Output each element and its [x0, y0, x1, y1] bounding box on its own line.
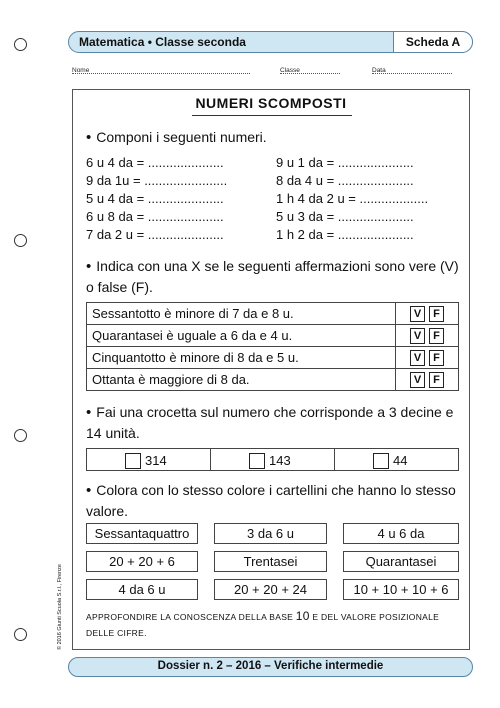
choice-row [86, 448, 459, 471]
binder-hole [14, 429, 27, 442]
question-4: • Colora con lo stesso colore i cartellini che hanno lo stesso valore. [86, 482, 456, 519]
statement: Cinquantotto è minore di 8 da e 5 u. [87, 347, 396, 369]
exercise-item[interactable]: 9 u 1 da = ..................... [276, 155, 414, 170]
footer-bar [68, 657, 473, 677]
question-3: • Fai una crocetta sul numero che corrisponde a 3 decine e 14 unità. [86, 404, 454, 441]
title-underline [192, 115, 352, 116]
choice-checkbox[interactable] [373, 453, 389, 469]
question-1: • Componi i seguenti numeri. [86, 129, 267, 146]
exercise-item[interactable]: 6 u 8 da = ..................... [86, 209, 224, 224]
question-2-prompt: Indica con una X se le seguenti affermazioni sono vere (V) o false (F). [86, 258, 459, 295]
binder-hole [14, 38, 27, 51]
true-checkbox[interactable]: V [410, 372, 425, 388]
exercise-item[interactable]: 5 u 4 da = ..................... [86, 191, 224, 206]
choice-value: 44 [393, 453, 408, 468]
exercise-item[interactable]: 9 da 1u = ....................... [86, 173, 228, 188]
false-checkbox[interactable]: F [429, 350, 444, 366]
date-label: Data [372, 67, 386, 74]
true-checkbox[interactable]: V [410, 350, 425, 366]
value-card[interactable]: Sessantaquattro [86, 523, 198, 544]
note-text: E DEL VALORE POSIZIONALE DELLE CIFRE. [86, 612, 440, 638]
choice-value: 143 [269, 453, 291, 468]
question-2: • Indica con una X se le seguenti affermazioni sono vere (V) o false (F). [86, 258, 459, 295]
value-card[interactable]: 10 + 10 + 10 + 6 [343, 579, 459, 600]
teacher-note [86, 608, 460, 641]
statement: Ottanta è maggiore di 8 da. [87, 369, 396, 391]
statement: Sessantotto è minore di 7 da e 8 u. [87, 303, 396, 325]
footer-label: Dossier n. 2 – 2016 – Verifiche intermedie [157, 660, 384, 672]
class-field[interactable] [280, 67, 340, 74]
note-number: 10 [295, 609, 310, 623]
header-bar [68, 31, 473, 53]
false-checkbox[interactable]: F [429, 306, 444, 322]
exercise-item[interactable]: 5 u 3 da = ..................... [276, 209, 414, 224]
choice-checkbox[interactable] [125, 453, 141, 469]
note-text: APPROFONDIRE LA CONOSCENZA DELLA BASE [86, 612, 296, 622]
table-row [87, 325, 459, 347]
sheet-label: Scheda A [393, 31, 473, 53]
value-card[interactable]: Quarantasei [343, 551, 459, 572]
binder-hole [14, 628, 27, 641]
copyright-text: © 2016 Giunti Scuola S.r.l., Firenze [57, 564, 63, 650]
class-label: Classe [280, 67, 300, 74]
choice-value: 314 [145, 453, 167, 468]
exercise-item[interactable]: 1 h 2 da = ..................... [276, 227, 414, 242]
false-checkbox[interactable]: F [429, 328, 444, 344]
question-4-prompt: Colora con lo stesso colore i cartellini che hanno lo stesso valore. [86, 482, 456, 519]
statement: Quarantasei è uguale a 6 da e 4 u. [87, 325, 396, 347]
exercise-item[interactable]: 1 h 4 da 2 u = ................... [276, 191, 429, 206]
exercise-item[interactable]: 8 da 4 u = ..................... [276, 173, 414, 188]
value-card[interactable]: 20 + 20 + 24 [214, 579, 327, 600]
table-row [87, 369, 459, 391]
table-row [87, 303, 459, 325]
table-row [87, 347, 459, 369]
true-checkbox[interactable]: V [410, 306, 425, 322]
choice-option[interactable] [211, 449, 335, 470]
value-card[interactable]: 4 u 6 da [343, 523, 459, 544]
question-1-prompt: Componi i seguenti numeri. [96, 129, 267, 145]
exercise-item[interactable]: 7 da 2 u = ..................... [86, 227, 224, 242]
exercise-item[interactable]: 6 u 4 da = ..................... [86, 155, 224, 170]
value-card[interactable]: 20 + 20 + 6 [86, 551, 198, 572]
choice-checkbox[interactable] [249, 453, 265, 469]
name-label: Nome [72, 67, 90, 74]
worksheet-title: NUMERI SCOMPOSTI [195, 95, 347, 111]
binder-hole [14, 234, 27, 247]
value-card[interactable]: 4 da 6 u [86, 579, 198, 600]
question-3-prompt: Fai una crocetta sul numero che corrisponde a 3 decine e 14 unità. [86, 404, 454, 441]
value-card[interactable]: 3 da 6 u [214, 523, 327, 544]
name-field[interactable] [72, 67, 250, 74]
date-field[interactable] [372, 67, 452, 74]
true-checkbox[interactable]: V [410, 328, 425, 344]
choice-option[interactable] [87, 449, 211, 470]
subject-label: Matematica • Classe seconda [79, 35, 246, 49]
true-false-table [86, 302, 459, 391]
false-checkbox[interactable]: F [429, 372, 444, 388]
choice-option[interactable] [335, 449, 458, 470]
value-card[interactable]: Trentasei [214, 551, 327, 572]
